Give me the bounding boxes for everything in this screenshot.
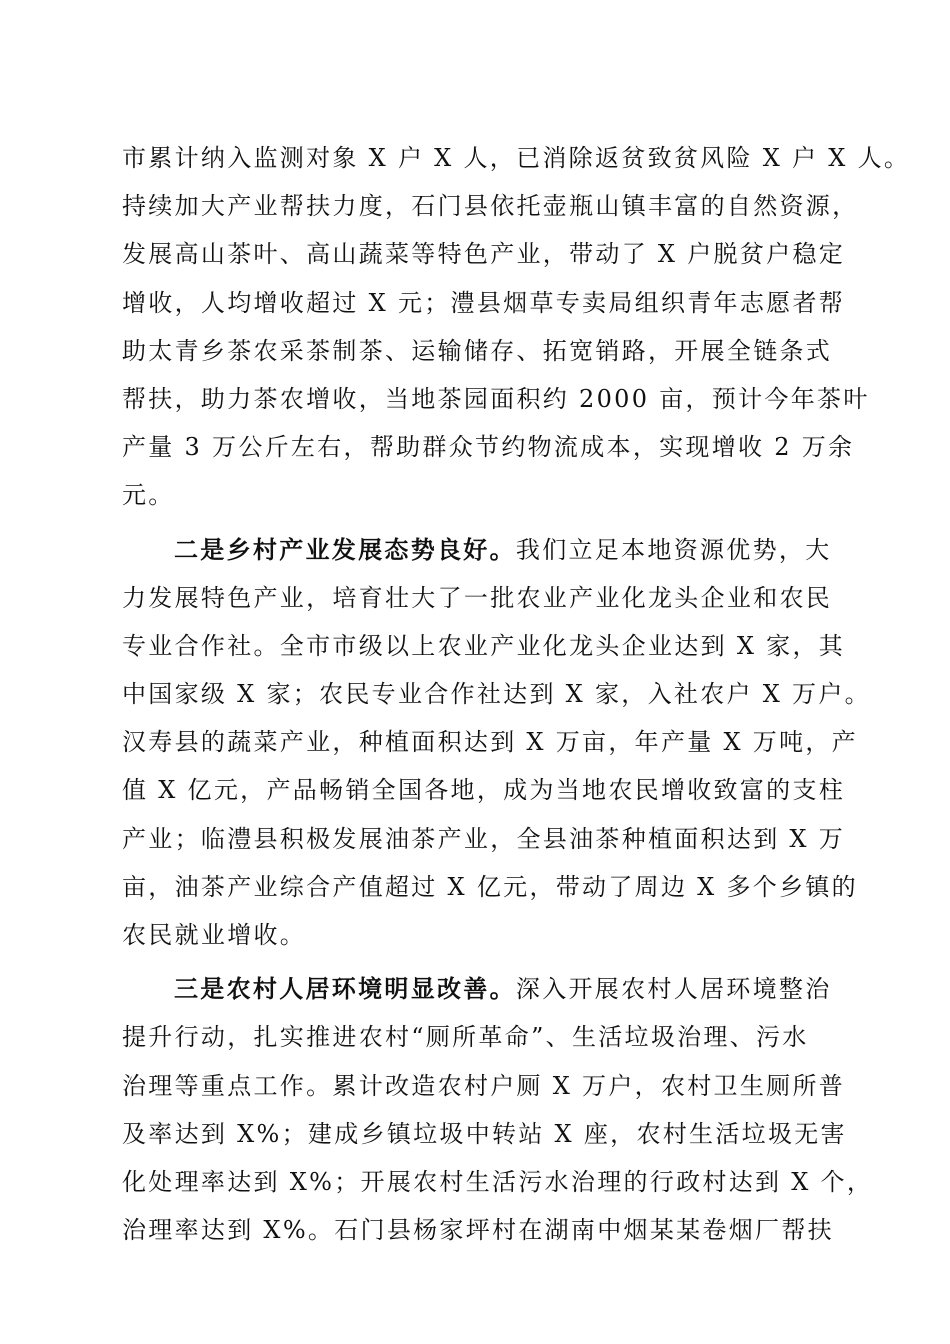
paragraph-3 bbox=[122, 965, 874, 1254]
text-line: 中国家级 X 家；农民专业合作社达到 X 家，入社农户 X 万户。 bbox=[122, 680, 871, 709]
paragraph-first-line bbox=[122, 526, 832, 574]
text-line: 及率达到 X%；建成乡镇垃圾中转站 X 座，农村生活垃圾无害 bbox=[122, 1119, 847, 1148]
text-line: 化处理率达到 X%；开展农村生活污水治理的行政村达到 X 个， bbox=[122, 1167, 874, 1196]
text-run: 深入开展农村人居环境整治 bbox=[515, 975, 832, 1004]
text-line: 发展高山茶叶、高山蔬菜等特色产业，带动了 X 户脱贫户稳定 bbox=[122, 240, 846, 269]
document-body bbox=[122, 134, 911, 1254]
text-line: 增收，人均增收超过 X 元；澧县烟草专卖局组织青年志愿者帮 bbox=[122, 288, 846, 317]
text-line: 产量 3 万公斤左右，帮助群众节约物流成本，实现增收 2 万余 bbox=[122, 433, 855, 462]
section-heading: 三是农村人居环境明显改善。 bbox=[174, 974, 516, 1004]
text-line: 治理率达到 X%。石门县杨家坪村在湖南中烟某某卷烟厂帮扶 bbox=[122, 1216, 834, 1245]
text-line: 元。 bbox=[122, 481, 175, 510]
text-line: 亩，油茶产业综合产值超过 X 亿元，带动了周边 X 多个乡镇的 bbox=[122, 872, 858, 901]
text-line: 持续加大产业帮扶力度，石门县依托壶瓶山镇丰富的自然资源， bbox=[122, 192, 859, 221]
section-heading: 二是乡村产业发展态势良好。 bbox=[174, 534, 516, 564]
text-line: 农民就业增收。 bbox=[122, 921, 307, 949]
text-line: 产业；临澧县积极发展油茶产业，全县油茶种植面积达到 X 万 bbox=[122, 824, 846, 853]
text-line: 力发展特色产业，培育壮大了一批农业产业化龙头企业和农民 bbox=[122, 583, 833, 612]
text-line: 专业合作社。全市市级以上农业产业化龙头企业达到 X 家，其 bbox=[122, 631, 846, 660]
text-line: 助太青乡茶农采茶制茶、运输储存、拓宽销路，开展全链条式 bbox=[122, 336, 833, 365]
text-line: 帮扶，助力茶农增收，当地茶园面积约 2000 亩，预计今年茶叶 bbox=[122, 384, 870, 413]
text-line: 汉寿县的蔬菜产业，种植面积达到 X 万亩，年产量 X 万吨，产 bbox=[122, 728, 858, 757]
text-line: 提升行动，扎实推进农村“厕所革命”、生活垃圾治理、污水 bbox=[122, 1023, 809, 1052]
text-line: 治理等重点工作。累计改造农村户厕 X 万户，农村卫生厕所普 bbox=[122, 1071, 846, 1100]
paragraph-2 bbox=[122, 526, 871, 960]
text-line: 值 X 亿元，产品畅销全国各地，成为当地农民增收致富的支柱 bbox=[122, 776, 846, 805]
paragraph-1 bbox=[122, 134, 911, 520]
text-line: 市累计纳入监测对象 X 户 X 人，已消除返贫致贫风险 X 户 X 人。 bbox=[122, 144, 911, 172]
text-run: 我们立足本地资源优势，大 bbox=[515, 535, 832, 564]
paragraph-first-line bbox=[122, 965, 832, 1013]
